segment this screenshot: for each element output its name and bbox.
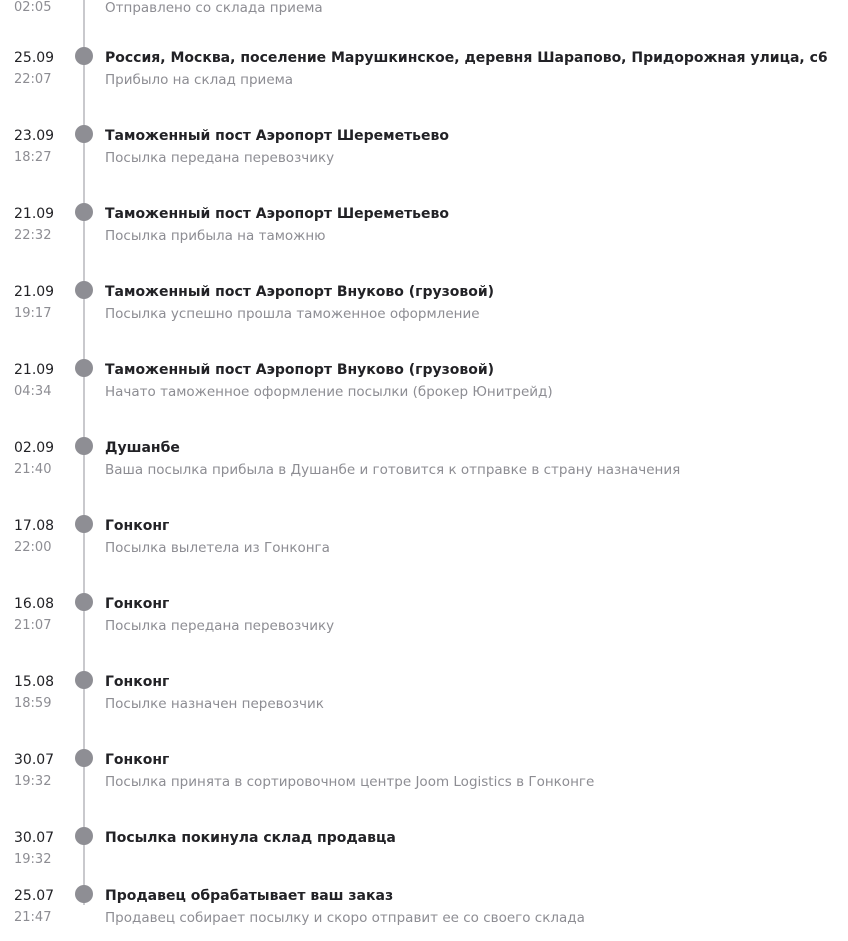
event-status: Продавец собирает посылку и скоро отправит ее со своего склада bbox=[105, 910, 585, 926]
event-date: 25.09 bbox=[14, 50, 55, 66]
event-time: 22:07 bbox=[14, 72, 52, 87]
event-status: Прибыло на склад приема bbox=[105, 72, 294, 88]
event-time: 21:40 bbox=[14, 462, 52, 477]
event-location: Таможенный пост Аэропорт Внуково (грузовой) bbox=[105, 362, 495, 378]
event-time: 19:32 bbox=[14, 774, 52, 789]
event-location: Продавец обрабатывает ваш заказ bbox=[105, 888, 394, 904]
event-status: Посылка принята в сортировочном центре Joom Logistics в Гонконге bbox=[105, 774, 595, 790]
timeline-dot-icon bbox=[75, 359, 93, 377]
timeline-event bbox=[0, 284, 848, 344]
event-location: Россия, Москва, поселение Марушкинское, деревня Шарапово, Придорожная улица, с6 bbox=[105, 50, 828, 66]
timeline-event bbox=[0, 888, 848, 941]
event-date: 21.09 bbox=[14, 206, 55, 222]
event-location: Гонконг bbox=[105, 674, 170, 690]
timeline-dot-icon bbox=[75, 671, 93, 689]
timeline-event bbox=[0, 518, 848, 578]
event-date: 15.08 bbox=[14, 674, 55, 690]
event-time: 18:59 bbox=[14, 696, 52, 711]
timeline-event bbox=[0, 674, 848, 734]
event-time: 04:34 bbox=[14, 384, 52, 399]
event-location: Посылка покинула склад продавца bbox=[105, 830, 396, 846]
event-time: 21:47 bbox=[14, 910, 52, 925]
event-time: 19:17 bbox=[14, 306, 52, 321]
event-date: 16.08 bbox=[14, 596, 55, 612]
event-date: 21.09 bbox=[14, 284, 55, 300]
event-status: Посылке назначен перевозчик bbox=[105, 696, 324, 712]
event-time: 19:32 bbox=[14, 852, 52, 867]
event-location: Таможенный пост Аэропорт Шереметьево bbox=[105, 206, 450, 222]
timeline-dot-icon bbox=[75, 47, 93, 65]
event-status: Ваша посылка прибыла в Душанбе и готовится к отправке в страну назначения bbox=[105, 462, 681, 478]
timeline-dot-icon bbox=[75, 749, 93, 767]
timeline-event bbox=[0, 206, 848, 266]
timeline-dot-icon bbox=[75, 281, 93, 299]
event-date: 30.07 bbox=[14, 752, 55, 768]
event-time: 02:05 bbox=[14, 0, 52, 15]
event-status: Начато таможенное оформление посылки (брокер Юнитрейд) bbox=[105, 384, 553, 400]
event-location: Гонконг bbox=[105, 518, 170, 534]
timeline-dot-icon bbox=[75, 827, 93, 845]
event-status: Посылка передана перевозчику bbox=[105, 618, 335, 634]
timeline-event bbox=[0, 362, 848, 422]
timeline-event bbox=[0, 596, 848, 656]
event-location: Гонконг bbox=[105, 596, 170, 612]
timeline-dot-icon bbox=[75, 125, 93, 143]
event-time: 21:07 bbox=[14, 618, 52, 633]
timeline-dot-icon bbox=[75, 515, 93, 533]
timeline-dot-icon bbox=[75, 203, 93, 221]
event-time: 22:00 bbox=[14, 540, 52, 555]
timeline-event bbox=[0, 752, 848, 812]
timeline-dot-icon bbox=[75, 885, 93, 903]
event-location: Таможенный пост Аэропорт Внуково (грузовой) bbox=[105, 284, 495, 300]
event-date: 23.09 bbox=[14, 128, 55, 144]
event-date: 30.07 bbox=[14, 830, 55, 846]
event-status: Посылка передана перевозчику bbox=[105, 150, 335, 166]
timeline-event bbox=[0, 128, 848, 188]
timeline-event bbox=[0, 440, 848, 500]
event-status: Отправлено со склада приема bbox=[105, 0, 323, 16]
timeline-dot-icon bbox=[75, 593, 93, 611]
event-time: 22:32 bbox=[14, 228, 52, 243]
event-location: Душанбе bbox=[105, 440, 180, 456]
timeline-event bbox=[0, 830, 848, 890]
event-status: Посылка прибыла на таможню bbox=[105, 228, 326, 244]
timeline-event-partial bbox=[0, 0, 848, 38]
timeline-dot-icon bbox=[75, 437, 93, 455]
event-date: 21.09 bbox=[14, 362, 55, 378]
event-location: Гонконг bbox=[105, 752, 170, 768]
event-date: 17.08 bbox=[14, 518, 55, 534]
event-location: Таможенный пост Аэропорт Шереметьево bbox=[105, 128, 450, 144]
event-status: Посылка успешно прошла таможенное оформление bbox=[105, 306, 480, 322]
timeline-event bbox=[0, 50, 848, 110]
event-status: Посылка вылетела из Гонконга bbox=[105, 540, 330, 556]
event-time: 18:27 bbox=[14, 150, 52, 165]
event-date: 02.09 bbox=[14, 440, 55, 456]
event-date: 25.07 bbox=[14, 888, 55, 904]
